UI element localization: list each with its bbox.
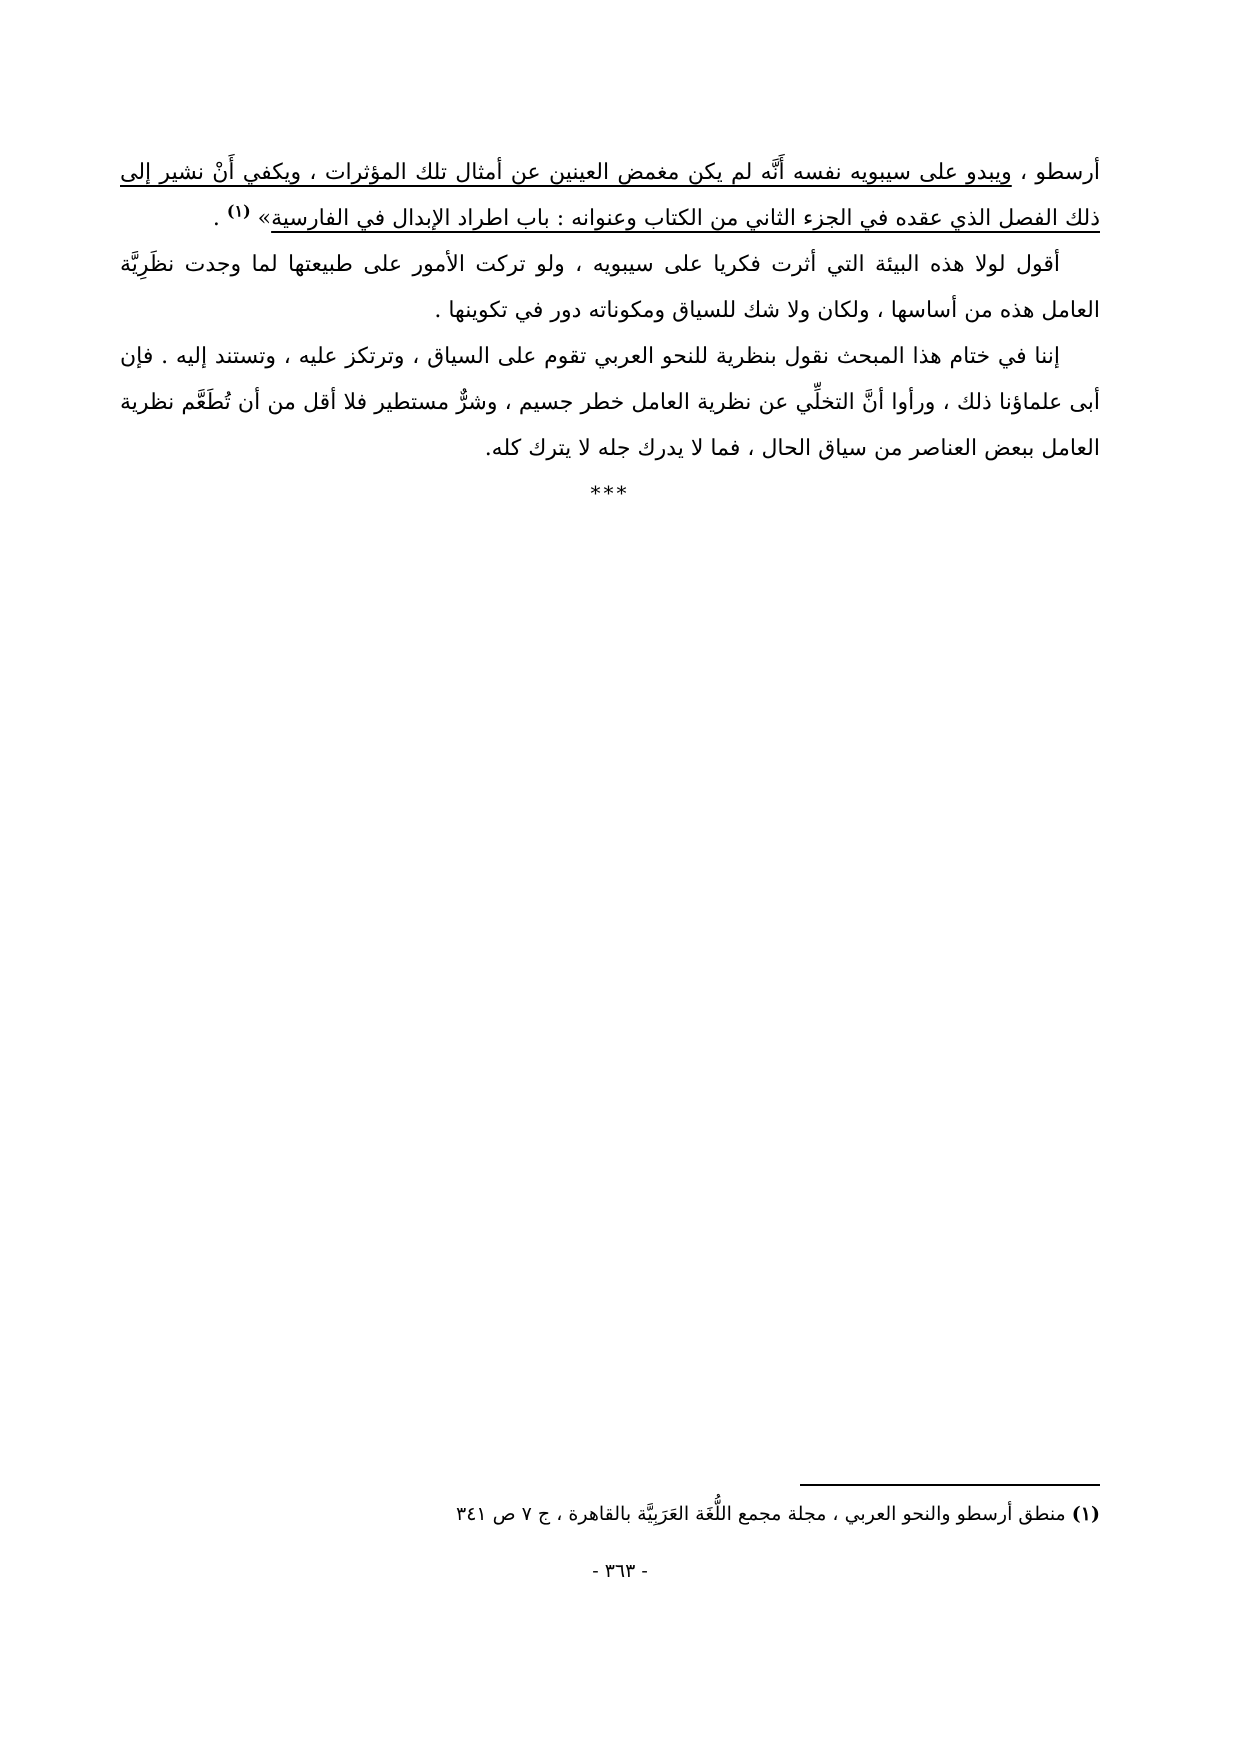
paragraph-1	[120, 150, 1100, 242]
section-end-asterisks: ***	[590, 481, 630, 505]
closing-quote: »	[257, 206, 272, 231]
footnote-separator	[800, 1484, 1100, 1486]
paragraph-3: إننا في ختام هذا المبحث نقول بنظرية للنحو العربي تقوم على السياق ، وترتكز عليه ، وتستند إليه . فإن أبى علماؤنا ذلك ، ورأوا أنَّ التخلِّي عن نظرية العامل خطر جسيم ، وشرٌّ مستطير فلا أقل من أن تُطَعَّم نظرية العامل ببعض العناصر من سياق الحال ، فما لا يدرك جله لا يترك كله.	[120, 344, 1100, 461]
footnote	[120, 1498, 1100, 1530]
footnote-text: منطق أرسطو والنحو العربي ، مجلة مجمع اللُّغَة العَرَبِيَّة بالقاهرة ، ج ٧ ص ٣٤١	[455, 1503, 1072, 1525]
body-text	[120, 150, 1100, 510]
paragraph-1-start: أرسطو ،	[1011, 160, 1100, 185]
page-number: - ٣٦٣ -	[592, 1560, 648, 1582]
footnote-reference[interactable]: (١)	[226, 201, 251, 221]
paragraph-1-end: .	[212, 206, 227, 231]
paragraph-2: أقول لولا هذه البيئة التي أثرت فكريا على سيبويه ، ولو تركت الأمور على طبيعتها لما وجدت نظَرِيَّة العامل هذه من أساسها ، ولكان ولا شك للسياق ومكوناته دور في تكوينها .	[120, 252, 1100, 323]
paragraph-1-underlined-text: ويبدو على سيبويه نفسه أَنَّه لم يكن مغمض العينين عن أمثال تلك المؤثرات ، ويكفي أَنْ نشير إلى ذلك الفصل الذي عقده في الجزء الثاني من الكتاب وعنوانه : باب اطراد الإبدال في الفارسية	[120, 160, 1100, 231]
footnote-number: (١)	[1071, 1503, 1100, 1525]
